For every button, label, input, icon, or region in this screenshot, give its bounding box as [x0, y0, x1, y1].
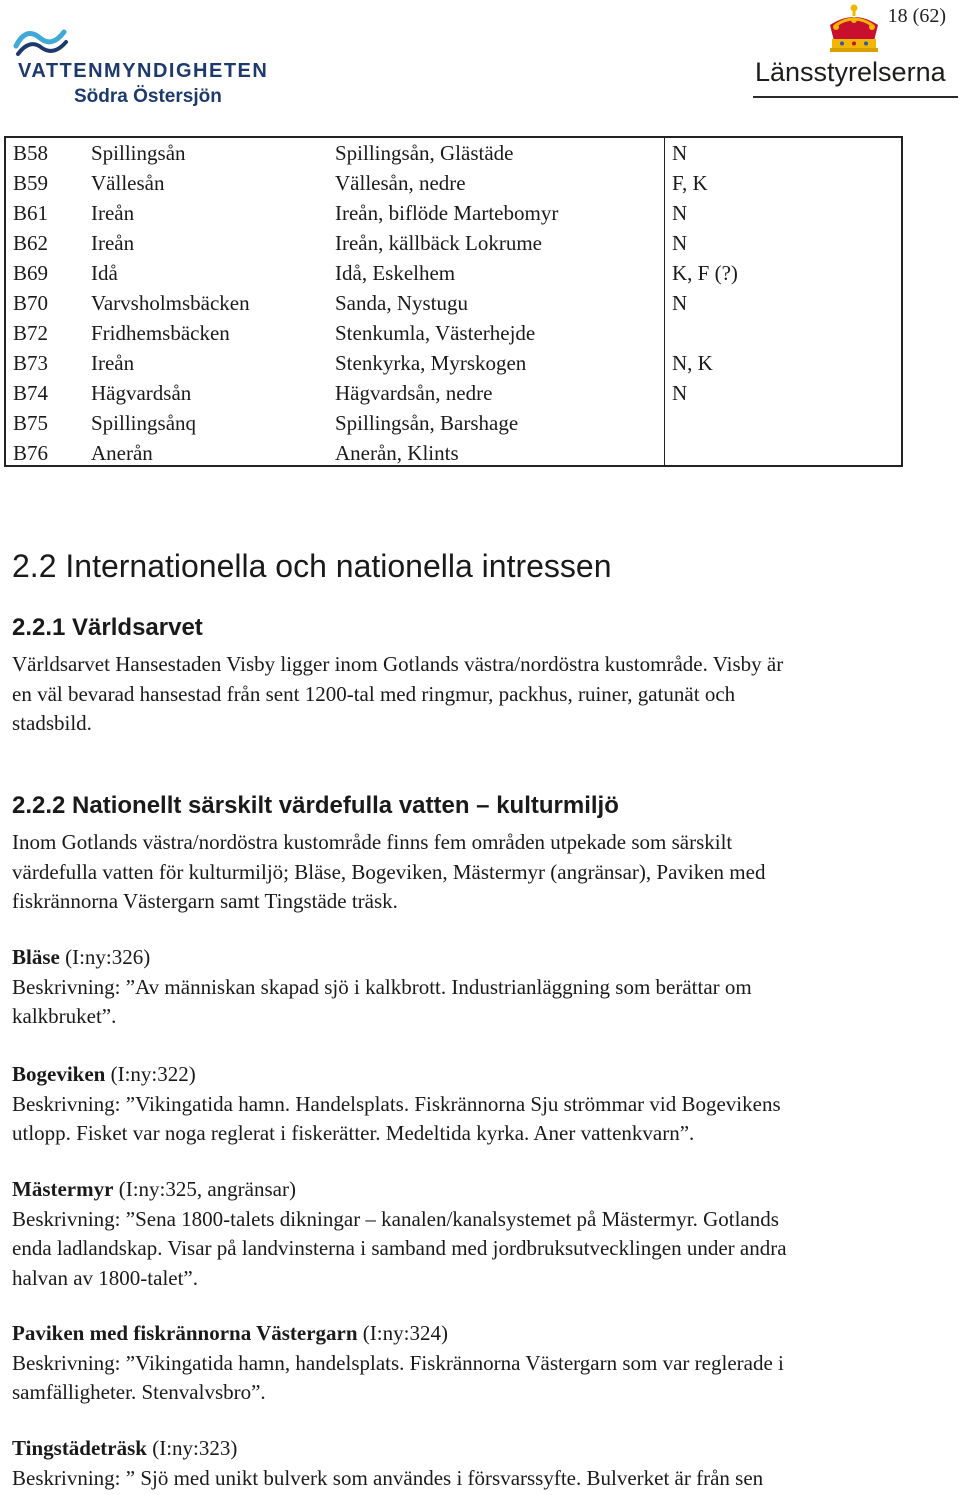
table-row	[6, 138, 901, 168]
cell-flag: N	[672, 231, 688, 255]
area-description-line: Beskrivning: ”Vikingatida hamn. Handelsplats. Fiskrännorna Sju strömmar vid Bogevikens	[12, 1091, 781, 1116]
area-title	[12, 1319, 947, 1349]
cell-flag: K, F (?)	[672, 261, 738, 285]
cell-location: Sanda, Nystugu	[335, 291, 468, 315]
cell-code: B75	[13, 411, 49, 435]
subsection-heading-world-heritage: 2.2.1 Världsarvet	[12, 614, 203, 641]
cell-code: B69	[13, 261, 49, 285]
area-description-line: kalkbruket”.	[12, 1004, 117, 1028]
cell-location: Ireån, biflöde Martebomyr	[335, 201, 559, 225]
area-name: Tingstädeträsk	[12, 1436, 147, 1460]
cell-water: Spillingsånq	[91, 411, 197, 435]
area-entry-mastermyr	[12, 1175, 947, 1293]
section-heading: 2.2 Internationella och nationella intressen	[12, 548, 612, 584]
cell-location: Idå, Eskelhem	[335, 261, 456, 285]
county-board-logo: Länsstyrelserna	[755, 57, 946, 87]
cell-location: Spillingsån, Glästäde	[335, 141, 514, 165]
area-title	[12, 943, 947, 973]
area-name: Bläse	[12, 945, 60, 969]
area-entry-bogeviken	[12, 1060, 947, 1149]
paragraph-line: Världsarvet Hansestaden Visby ligger inom Gotlands västra/nordöstra kustområde. Visby är	[12, 652, 784, 676]
area-description-line: samfälligheter. Stenvalvsbro”.	[12, 1380, 266, 1404]
sites-table	[4, 136, 903, 467]
agency-name: VATTENMYNDIGHETEN	[18, 60, 269, 82]
table-row	[6, 168, 901, 198]
cell-code: B62	[13, 231, 49, 255]
paragraph-line: fiskrännorna Västergarn samt Tingstäde träsk.	[12, 889, 398, 913]
area-description-line: Beskrivning: ” Sjö med unikt bulverk som användes i försvarssyfte. Bulverket är från sen	[12, 1465, 764, 1490]
table-row	[6, 378, 901, 408]
cell-code: B59	[13, 171, 49, 195]
page-number: 18 (62)	[887, 5, 946, 27]
area-title	[12, 1060, 947, 1090]
area-ref: (I:ny:324)	[357, 1321, 448, 1345]
cell-water: Ireån	[91, 231, 135, 255]
area-description-line: halvan av 1800-talet”.	[12, 1265, 199, 1290]
area-ref: (I:ny:325, angränsar)	[113, 1177, 296, 1201]
paragraph-line: stadsbild.	[12, 711, 92, 735]
agency-region: Södra Östersjön	[74, 86, 222, 107]
table-row	[6, 198, 901, 228]
area-description-line: Beskrivning: ”Sena 1800-talets dikningar – kanalen/kanalsystemet på Mästermyr. Gotlands	[12, 1206, 779, 1231]
area-description-line: utlopp. Fisket var noga reglerat i fiskerätter. Medeltida kyrka. Aner vattenkvarn”.	[12, 1121, 695, 1145]
cell-water: Ireån	[91, 351, 135, 375]
world-heritage-paragraph	[12, 650, 947, 739]
area-entry-tingstade	[12, 1434, 947, 1493]
cell-code: B72	[13, 321, 49, 345]
cell-water: Fridhemsbäcken	[91, 321, 230, 345]
area-ref: (I:ny:323)	[146, 1436, 238, 1460]
table-row	[6, 348, 901, 378]
area-entry-blase	[12, 943, 947, 1032]
area-description-line: enda ladlandskap. Visar på landvinsterna i samband med jordbruksutvecklingen under andra	[12, 1236, 787, 1260]
cell-location: Stenkumla, Västerhejde	[335, 321, 536, 345]
cell-code: B74	[13, 381, 49, 405]
table-row	[6, 408, 901, 438]
table-row	[6, 258, 901, 288]
cell-code: B61	[13, 201, 49, 225]
cell-location: Hägvardsån, nedre	[335, 381, 493, 405]
area-name: Mästermyr	[12, 1177, 114, 1201]
cell-water: Hägvardsån	[91, 381, 192, 405]
cell-flag: N	[672, 201, 688, 225]
area-ref: (I:ny:322)	[105, 1062, 196, 1086]
cell-location: Stenkyrka, Myrskogen	[335, 351, 527, 375]
cell-flag: N	[672, 291, 688, 315]
paragraph-line: Inom Gotlands västra/nordöstra kustområde finns fem områden utpekade som särskilt	[12, 830, 733, 854]
logo-underline	[753, 96, 958, 98]
wave-logo-icon	[12, 20, 72, 62]
table-row	[6, 318, 901, 348]
paragraph-line: en väl bevarad hansestad från sent 1200-tal med ringmur, packhus, ruiner, gatunät och	[12, 681, 736, 706]
cell-flag: N, K	[672, 351, 713, 375]
cell-water: Idå	[91, 261, 118, 285]
area-description-line: Beskrivning: ”Av människan skapad sjö i kalkbrott. Industrianläggning som berättar om	[12, 974, 752, 999]
cell-code: B70	[13, 291, 49, 315]
cell-code: B73	[13, 351, 49, 375]
cell-location: Ireån, källbäck Lokrume	[335, 231, 542, 255]
table-row	[6, 228, 901, 258]
cell-location: Spillingsån, Barshage	[335, 411, 519, 435]
paragraph-line: värdefulla vatten för kulturmiljö; Bläse, Bogeviken, Mästermyr (angränsar), Paviken med	[12, 859, 766, 884]
area-name: Paviken med fiskrännorna Västergarn	[12, 1321, 358, 1345]
cell-location: Anerån, Klints	[335, 441, 459, 465]
cultural-waters-intro	[12, 828, 947, 917]
cell-flag: N	[672, 141, 688, 165]
table-row	[6, 288, 901, 318]
crown-icon	[822, 3, 886, 57]
area-ref: (I:ny:326)	[59, 945, 151, 969]
area-title	[12, 1175, 947, 1205]
cell-water: Spillingsån	[91, 141, 186, 165]
area-entry-paviken	[12, 1319, 947, 1408]
cell-location: Vällesån, nedre	[335, 171, 466, 195]
cell-flag: F, K	[672, 171, 708, 195]
cell-flag: N	[672, 381, 688, 405]
area-name: Bogeviken	[12, 1062, 106, 1086]
area-title	[12, 1434, 947, 1464]
area-description-line: Beskrivning: ”Vikingatida hamn, handelsplats. Fiskrännorna Västergarn som var reglerade i	[12, 1350, 784, 1375]
cell-water: Varvsholmsbäcken	[91, 291, 250, 315]
cell-water: Ireån	[91, 201, 135, 225]
cell-water: Vällesån	[91, 171, 165, 195]
cell-code: B58	[13, 141, 49, 165]
vattenmyndigheten-logo	[12, 20, 302, 107]
subsection-heading-cultural-waters: 2.2.2 Nationellt särskilt värdefulla vatten – kulturmiljö	[12, 792, 619, 819]
cell-water: Anerån	[91, 441, 153, 465]
table-row	[6, 438, 901, 468]
cell-code: B76	[13, 441, 49, 465]
